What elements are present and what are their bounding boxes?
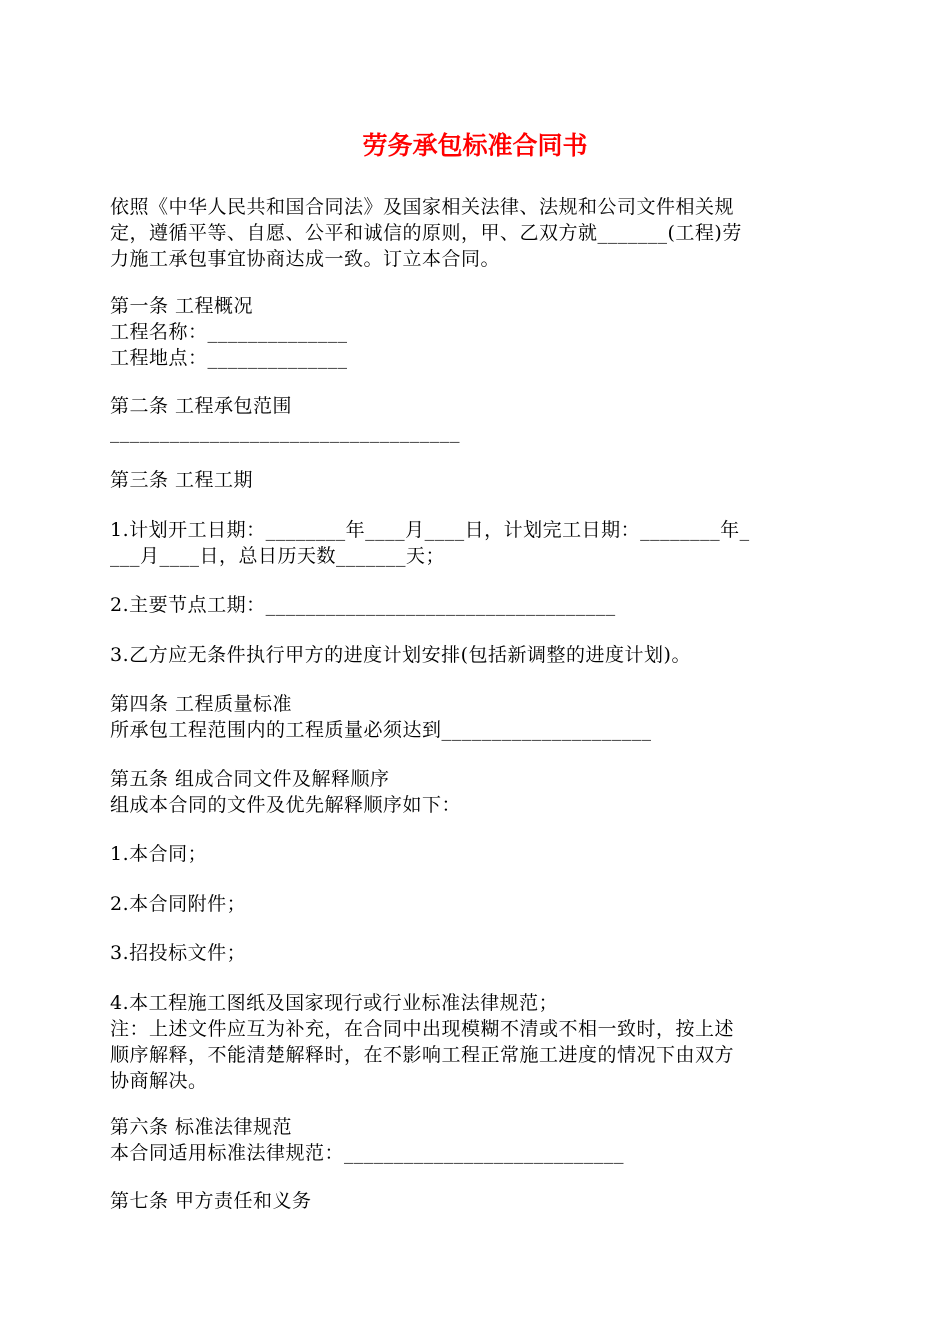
quality-standard-line: 所承包工程范围内的工程质量必须达到_____________________ — [110, 719, 652, 741]
document-title: 劳务承包标准合同书 — [362, 131, 588, 160]
article-1-heading: 第一条 工程概况 — [110, 295, 254, 317]
legal-standard-line: 本合同适用标准法律规范：____________________________ — [110, 1142, 625, 1164]
doc-order-item-2-text: 2.本合同附件； — [110, 893, 247, 915]
doc-order-item-3 — [110, 940, 850, 966]
doc-order-item-4-text: 4.本工程施工图纸及国家现行或行业标准法律规范； — [110, 992, 559, 1014]
progress-plan-line: 3.乙方应无条件执行甲方的进度计划安排(包括新调整的进度计划)。 — [110, 644, 691, 666]
intro-line-1: 依照《中华人民共和国合同法》及国家相关法律、法规和公司文件相关规 — [110, 196, 735, 218]
doc-order-item-1 — [110, 841, 850, 867]
article-4 — [110, 691, 850, 743]
schedule-dates-line-1: 1.计划开工日期：________年____月____日，计划完工日期：________年_ — [110, 519, 750, 541]
progress-plan-paragraph — [110, 642, 850, 668]
article-2 — [110, 393, 850, 445]
intro-line-3: 力施工承包事宜协商达成一致。订立本合同。 — [110, 248, 501, 270]
article-5 — [110, 766, 850, 818]
milestone-paragraph — [110, 592, 850, 618]
note-line-2: 顺序解释，不能清楚解释时，在不影响工程正常施工进度的情况下由双方 — [110, 1044, 735, 1066]
article-3-heading: 第三条 工程工期 — [110, 469, 254, 491]
article-3-heading-block — [110, 467, 850, 493]
doc-order-item-4-and-note — [110, 990, 850, 1094]
article-7-heading: 第七条 甲方责任和义务 — [110, 1190, 312, 1212]
intro-line-2: 定，遵循平等、自愿、公平和诚信的原则，甲、乙双方就_______(工程)劳 — [110, 222, 742, 244]
doc-order-item-1-text: 1.本合同； — [110, 843, 208, 865]
article-2-heading: 第二条 工程承包范围 — [110, 395, 293, 417]
article-5-heading: 第五条 组成合同文件及解释顺序 — [110, 768, 390, 790]
article-6 — [110, 1114, 850, 1166]
article-4-heading: 第四条 工程质量标准 — [110, 693, 293, 715]
article-7 — [110, 1188, 850, 1214]
note-line-3: 协商解决。 — [110, 1070, 208, 1092]
schedule-dates-paragraph — [110, 517, 850, 569]
schedule-dates-line-2: ___月____日，总日历天数_______天； — [110, 545, 446, 567]
scope-blank-line: ___________________________________ — [110, 421, 460, 443]
project-name-field: 工程名称：______________ — [110, 321, 348, 343]
project-location-field: 工程地点：______________ — [110, 347, 348, 369]
article-1 — [110, 293, 850, 371]
doc-order-item-2 — [110, 891, 850, 917]
article-5-intro: 组成本合同的文件及优先解释顺序如下： — [110, 794, 462, 816]
note-line-1: 注：上述文件应互为补充，在合同中出现模糊不清或不相一致时，按上述 — [110, 1018, 735, 1040]
milestone-line: 2.主要节点工期：___________________________________ — [110, 594, 616, 616]
intro-paragraph — [110, 194, 850, 272]
doc-order-item-3-text: 3.招投标文件； — [110, 942, 247, 964]
article-6-heading: 第六条 标准法律规范 — [110, 1116, 293, 1138]
